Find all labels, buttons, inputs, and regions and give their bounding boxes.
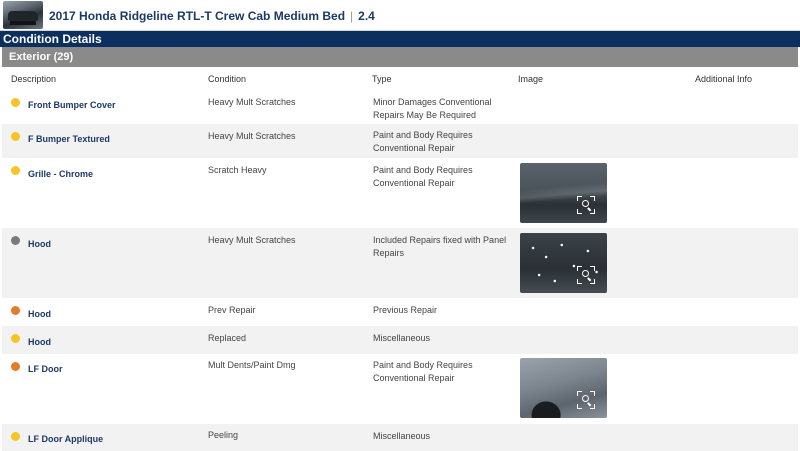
title-separator: | [350, 9, 354, 23]
column-header-description: Description [11, 74, 57, 84]
row-type: Previous Repair [373, 305, 438, 315]
row-condition: Heavy Mult Scratches [208, 131, 296, 141]
row-description: F Bumper Textured [28, 134, 110, 144]
vehicle-header [0, 0, 800, 31]
row-description: Hood [28, 337, 51, 347]
row-condition: Scratch Heavy [208, 165, 267, 175]
severity-dot [11, 362, 20, 371]
table-row [2, 424, 798, 451]
row-condition: Replaced [208, 333, 247, 343]
row-type: Minor Damages Conventional Repairs May Be Required [373, 97, 492, 120]
row-type: Included Repairs fixed with Panel Repairs [373, 235, 507, 258]
row-condition: Peeling [208, 430, 239, 440]
severity-dot [11, 166, 20, 175]
row-condition: Prev Repair [208, 305, 256, 315]
row-description: LF Door [28, 364, 63, 374]
severity-dot [11, 306, 20, 315]
severity-dot [11, 236, 20, 245]
row-type: Miscellaneous [373, 333, 431, 343]
zoom-icon[interactable] [577, 196, 595, 214]
zoom-icon[interactable] [577, 391, 595, 409]
severity-dot [11, 432, 20, 441]
row-type: Paint and Body Requires Conventional Repair [373, 165, 473, 188]
vehicle-title [49, 9, 375, 23]
exterior-section-header[interactable]: Exterior (29) [2, 47, 798, 67]
column-header-condition: Condition [208, 74, 247, 84]
table-row [2, 326, 798, 354]
row-type: Miscellaneous [373, 431, 431, 441]
condition-details-header: Condition Details [0, 31, 800, 47]
table-row [2, 124, 798, 158]
table-row [2, 158, 798, 228]
vehicle-thumbnail[interactable] [3, 1, 43, 29]
row-condition: Heavy Mult Scratches [208, 235, 296, 245]
row-description: LF Door Applique [28, 434, 104, 444]
damage-photo-grille[interactable] [520, 163, 607, 223]
table-row [2, 354, 798, 424]
column-header-image: Image [518, 74, 544, 84]
row-condition: Heavy Mult Scratches [208, 97, 296, 107]
row-condition: Mult Dents/Paint Dmg [208, 360, 296, 370]
vehicle-grade: 2.4 [358, 9, 375, 23]
zoom-icon[interactable] [577, 266, 595, 284]
column-header-type: Type [372, 74, 392, 84]
column-header-additional-info: Additional Info [695, 74, 753, 84]
row-description: Grille - Chrome [28, 169, 94, 179]
severity-dot [11, 132, 20, 141]
row-type: Paint and Body Requires Conventional Repair [373, 360, 473, 383]
row-description: Hood [28, 239, 51, 249]
table-row [2, 91, 798, 124]
damage-photo-lf-door[interactable] [520, 358, 607, 418]
vehicle-name: 2017 Honda Ridgeline RTL-T Crew Cab Medium Bed [49, 9, 346, 23]
table-row [2, 228, 798, 298]
damage-photo-hood[interactable] [520, 233, 607, 293]
row-description: Front Bumper Cover [28, 100, 116, 110]
table-row [2, 298, 798, 326]
severity-dot [11, 334, 20, 343]
severity-dot [11, 98, 20, 107]
row-type: Paint and Body Requires Conventional Repair [373, 130, 473, 153]
row-description: Hood [28, 309, 51, 319]
